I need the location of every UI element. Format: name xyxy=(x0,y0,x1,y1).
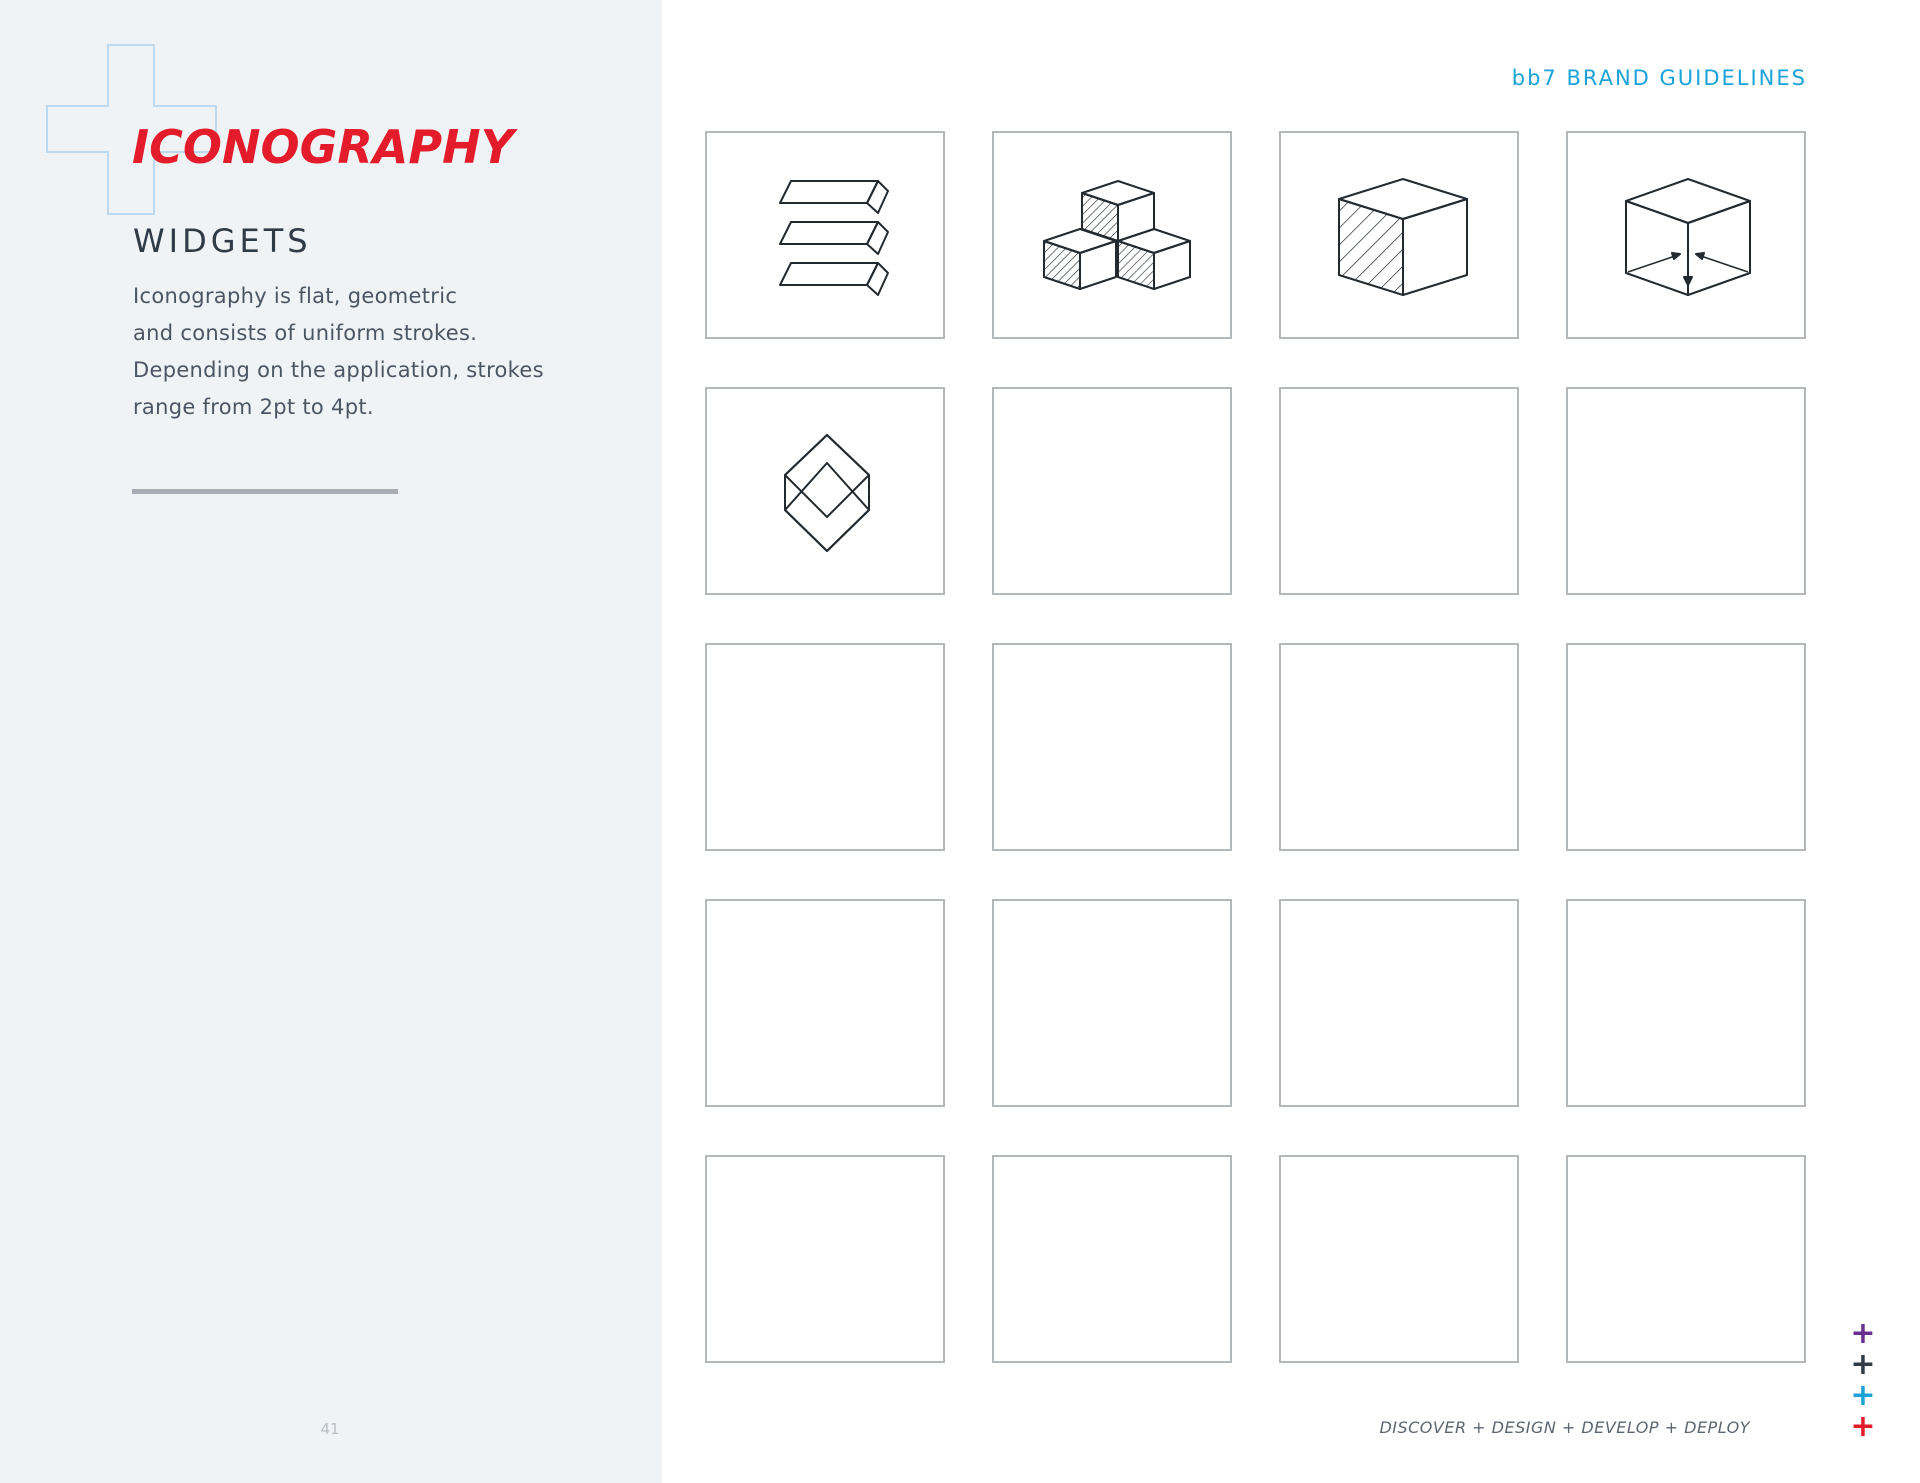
stacked-layers-icon xyxy=(707,133,947,341)
purple-plus-icon: + xyxy=(1850,1316,1876,1351)
icon-tile xyxy=(1566,131,1806,339)
body-line: range from 2pt to 4pt. xyxy=(133,395,374,419)
divider xyxy=(132,489,398,494)
left-panel xyxy=(0,0,662,1483)
icon-tile xyxy=(1566,387,1806,595)
brand-header: bb7 BRAND GUIDELINES xyxy=(1511,66,1807,90)
icon-tile xyxy=(992,387,1232,595)
body-line: Depending on the application, strokes xyxy=(133,358,544,382)
icon-tile xyxy=(705,131,945,339)
icon-tile xyxy=(992,643,1232,851)
plus-stack xyxy=(1850,1318,1876,1442)
icon-tile xyxy=(992,131,1232,339)
icon-tile xyxy=(705,899,945,1107)
section-title: WIDGETS xyxy=(133,222,312,260)
blue-plus-icon: + xyxy=(1850,1378,1876,1413)
icon-tile xyxy=(1279,643,1519,851)
page-number: 41 xyxy=(320,1420,340,1438)
cube-arrows-icon xyxy=(1568,133,1808,341)
icon-tile xyxy=(705,643,945,851)
icon-tile xyxy=(1279,899,1519,1107)
hatched-cube-icon xyxy=(1281,133,1521,341)
icon-tile xyxy=(992,899,1232,1107)
page-title: ICONOGRAPHY xyxy=(132,120,514,174)
icon-tile xyxy=(1279,387,1519,595)
icon-tile xyxy=(1566,643,1806,851)
dark-plus-icon: + xyxy=(1850,1347,1876,1382)
body-line: Iconography is flat, geometric xyxy=(133,284,458,308)
icon-tile xyxy=(705,1155,945,1363)
red-plus-icon: + xyxy=(1850,1409,1876,1444)
icon-tile xyxy=(1279,131,1519,339)
icon-tile xyxy=(1279,1155,1519,1363)
footer-tagline: DISCOVER + DESIGN + DEVELOP + DEPLOY xyxy=(1379,1418,1750,1437)
body-line: and consists of uniform strokes. xyxy=(133,321,478,345)
icon-tile xyxy=(992,1155,1232,1363)
icon-tile xyxy=(1566,1155,1806,1363)
body-paragraph xyxy=(133,278,613,426)
icon-tile xyxy=(1566,899,1806,1107)
icon-tile xyxy=(705,387,945,595)
diamond-icon xyxy=(707,389,947,597)
cube-cluster-icon xyxy=(994,133,1234,341)
